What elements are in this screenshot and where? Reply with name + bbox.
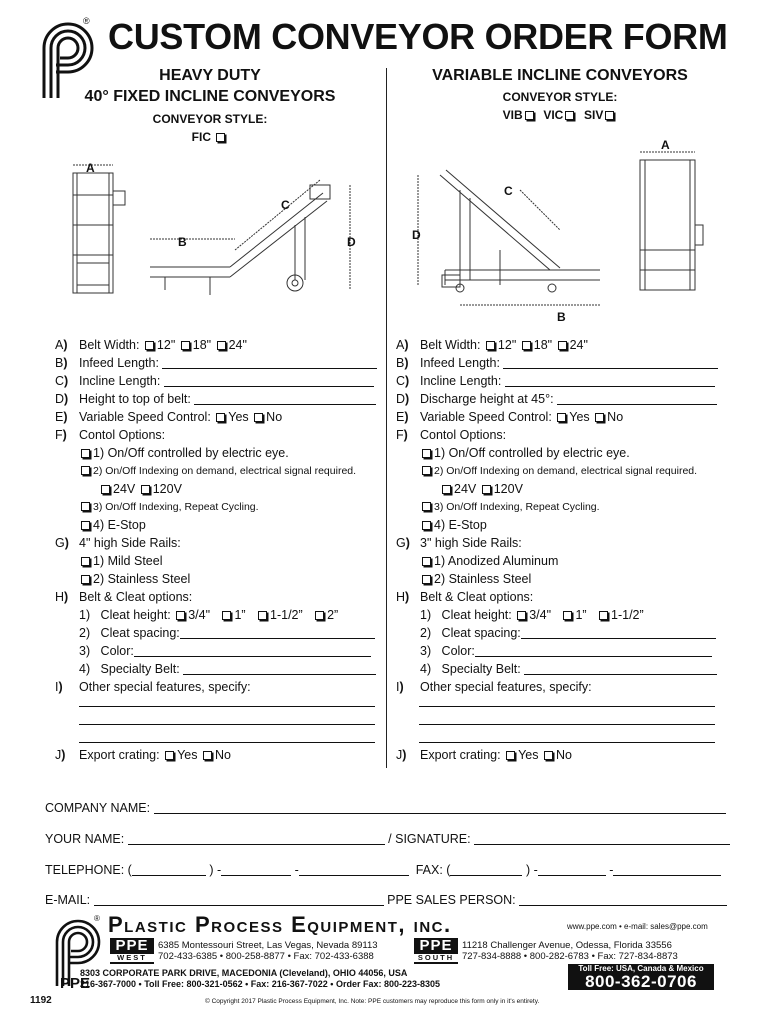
cleat-height-label: Cleat height: [441,608,512,622]
checkbox[interactable] [81,575,90,584]
sales-person-field[interactable] [519,894,727,906]
left-style-option [60,130,360,144]
fixed-incline-conveyor-diagram [55,155,375,315]
option-key: B [396,356,405,370]
option-label: 1) Mild Steel [93,554,163,568]
option-key: H [55,590,65,604]
south-address [462,940,678,962]
option-key: I [396,680,400,694]
option-label: 1” [234,608,246,622]
copyright: © Copyright 2017 Plastic Process Equipment, Inc. Note: PPE customers may reproduce this form only in it's entirety. [205,998,540,1005]
cleat-spacing-label: Cleat spacing: [441,626,521,640]
option-label: 3/4" [529,608,552,622]
option-label: 2) On/Off Indexing on demand, electrical signal required. [434,465,698,477]
toll-free-box [568,964,714,990]
checkbox[interactable] [563,611,572,620]
option-key: G [55,536,65,550]
right-diagram-label-d: D [412,228,421,242]
option-number: 2) [420,626,432,640]
incline-length-field[interactable] [164,375,374,387]
special-features-label: Other special features, specify: [420,680,592,694]
option-number: 4) [79,662,91,676]
belt-cleat-label: Belt & Cleat options: [79,590,193,604]
side-rails-label: 4" high Side Rails: [79,536,181,550]
right-export: J) Export crating: Yes No [396,748,572,762]
special-features-line[interactable] [419,742,715,743]
fic-label: FIC [191,130,211,144]
footer-registered-mark: ® [94,914,100,923]
checkbox[interactable] [506,751,515,760]
checkbox[interactable] [544,751,553,760]
checkbox[interactable] [165,751,174,760]
telephone-sep: - [294,863,299,877]
left-diagram-label-b: B [178,235,187,249]
checkbox[interactable] [81,466,90,475]
checkbox[interactable] [258,611,267,620]
company-name-field[interactable] [154,802,726,814]
infeed-length-field[interactable] [162,357,377,369]
badge-text: PPE [115,937,149,954]
option-number: 2) [79,626,91,640]
option-key: F [396,428,404,442]
checkbox[interactable] [422,449,431,458]
company-name: Plastic Process Equipment, inc. [108,912,452,937]
fax-prefix-field[interactable] [538,864,606,876]
right-diagram-label-c: C [504,184,513,198]
checkbox[interactable] [442,485,451,494]
specialty-belt-label: Specialty Belt: [100,662,180,676]
color-field[interactable] [134,645,371,657]
badge-text: PPE [419,937,453,954]
option-key: A [55,338,64,352]
option-key: J [55,748,62,762]
option-label: 24" [228,338,247,352]
left-export: J) Export crating: Yes No [55,748,231,762]
special-features-line[interactable] [79,706,375,707]
option-key: I [55,680,59,694]
email-field[interactable] [94,894,384,906]
option-number: 1) [79,608,91,622]
color-label: Color: [100,644,134,658]
west-address [158,940,378,962]
hq-address [80,968,440,990]
checkbox[interactable] [81,502,90,511]
your-name-label: YOUR NAME: [45,832,125,846]
cleat-spacing-field[interactable] [180,627,375,639]
option-number: 3) [420,644,432,658]
speed-control-label: Variable Speed Control: [79,410,211,424]
right-diagram-label-a: A [661,138,670,152]
right-title-1: VARIABLE INCLINE CONVEYORS [432,67,688,84]
company-name-row [45,801,726,815]
control-options-label: Contol Options: [420,428,507,442]
variable-incline-conveyor-diagram [400,130,720,330]
vic-checkbox[interactable] [565,111,574,120]
checkbox[interactable] [141,485,150,494]
right-style-options [410,108,710,122]
vib-checkbox[interactable] [525,111,534,120]
badge-sub: WEST [110,954,154,962]
option-key: D [55,392,65,406]
signature-label: / SIGNATURE: [388,832,471,846]
signature-field[interactable] [474,833,730,845]
checkbox[interactable] [216,413,225,422]
specialty-belt-label: Specialty Belt: [441,662,521,676]
email-sales-row [45,893,727,907]
height-label: Height to top of belt: [79,392,191,406]
siv-checkbox[interactable] [605,111,614,120]
option-label: 18" [192,338,212,352]
option-label: 3) On/Off Indexing, Repeat Cycling. [434,501,600,513]
belt-width-label: Belt Width: [79,338,140,352]
option-label: 1) On/Off controlled by electric eye. [93,446,289,460]
fax-sep: - [609,863,614,877]
option-key: A [396,338,405,352]
belt-cleat-label: Belt & Cleat options: [420,590,534,604]
side-rails-label: 3" high Side Rails: [420,536,522,550]
option-label: 1-1/2” [611,608,644,622]
checkbox[interactable] [176,611,185,620]
option-key: C [396,374,406,388]
option-label: 24V [113,482,136,496]
left-style-label: CONVEYOR STYLE: [152,112,268,126]
telephone-label: TELEPHONE: ( [45,863,132,877]
option-label: 2) Stainless Steel [434,572,532,586]
option-key: J [396,748,403,762]
right-style-label: CONVEYOR STYLE: [502,90,618,104]
left-diagram-label-d: D [347,235,356,249]
fax-number-field[interactable] [613,864,721,876]
checkbox[interactable] [315,611,324,620]
toll-free-label: Toll Free: USA, Canada & Mexico [578,964,704,973]
checkbox[interactable] [181,341,190,350]
option-label: 2) Stainless Steel [93,572,191,586]
your-name-field[interactable] [128,833,385,845]
option-label: Yes [228,410,249,424]
checkbox[interactable] [81,557,90,566]
option-label: 2” [327,608,339,622]
option-label: Yes [518,748,539,762]
option-label: 2) On/Off Indexing on demand, electrical signal required. [93,465,357,477]
option-label: 4) E-Stop [434,518,487,532]
siv-label: SIV [584,108,604,122]
right-diagram-label-b: B [557,310,566,324]
option-label: No [607,410,624,424]
fax-label: FAX: ( [415,863,451,877]
ppe-south-badge [414,938,458,964]
telephone-sep: ) - [209,863,222,877]
ppe-label: PPE [60,975,91,992]
south-address-line: 11218 Challenger Avenue, Odessa, Florida 33556 [462,940,672,951]
option-label: 1) Anodized Aluminum [434,554,559,568]
option-label: 4) E-Stop [93,518,146,532]
checkbox[interactable] [217,341,226,350]
hq-address-line: 8303 CORPORATE PARK DRIVE, MACEDONIA (Cleveland), OHIO 44056, USA [80,968,408,978]
discharge-height-label: Discharge height at 45°: [420,392,554,406]
hq-phone-line: 216-367-7000 • Toll Free: 800-321-0562 • Fax: 216-367-7022 • Order Fax: 800-223-8305 [80,979,441,989]
checkbox[interactable] [595,413,604,422]
web-email: www.ppe.com • e-mail: sales@ppe.com [567,922,708,931]
checkbox[interactable] [145,341,154,350]
option-label: 12" [156,338,176,352]
color-field[interactable] [475,645,712,657]
sales-person-label: PPE SALES PERSON: [387,893,516,907]
option-label: No [214,748,231,762]
option-key: H [396,590,406,604]
telephone-number-field[interactable] [299,864,409,876]
specialty-belt-field[interactable] [183,663,376,675]
left-title-2: 40° FIXED INCLINE CONVEYORS [84,88,336,105]
checkbox[interactable] [557,413,566,422]
fax-sep: ) - [525,863,538,877]
checkbox[interactable] [422,557,431,566]
west-phone-line: 702-433-6385 • 800-258-8877 • Fax: 702-433-6388 [158,951,374,962]
option-key: E [55,410,64,424]
cleat-spacing-label: Cleat spacing: [100,626,180,640]
option-label: 1-1/2” [270,608,303,622]
column-divider [386,68,387,768]
checkbox[interactable] [486,341,495,350]
cleat-spacing-field[interactable] [521,627,716,639]
incline-length-field[interactable] [505,375,715,387]
email-label: E-MAIL: [45,893,91,907]
special-features-label: Other special features, specify: [79,680,251,694]
option-key: B [55,356,64,370]
option-label: 18" [533,338,553,352]
option-label: 1” [575,608,587,622]
height-field[interactable] [194,393,376,405]
checkbox[interactable] [517,611,526,620]
checkbox[interactable] [101,485,110,494]
left-diagram-label-a: A [86,161,95,175]
special-features-line[interactable] [419,706,715,707]
option-number: 3) [79,644,91,658]
specialty-belt-field[interactable] [524,663,717,675]
option-label: 24V [454,482,477,496]
infeed-length-field[interactable] [503,357,718,369]
checkbox[interactable] [422,521,431,530]
telephone-prefix-field[interactable] [221,864,291,876]
fic-checkbox[interactable] [216,133,225,142]
left-options: A) Belt Width: 12" 18" 24" B) Infeed Length: C) Incline Length: D) Height to top of belt: E) Variable Speed Control: Yes No F) Contol Options: 1) On/Off controlled by electric eye. 2) On/Off Indexing on demand, electrical signal required. 24V 120V 3) On/Off Indexing, Repeat Cycling. 4) E-Stop G) 4" high Side Rails: 1) Mild Steel 2) Stainless Steel H) Belt & Cleat options: 1) Cleat height: 3/4" 1” 1-1/2” 2” 2) Cleat spacing: 3) Color: 4) Specialty Belt: I) Other special features, specify: [55,336,380,696]
option-label: 120V [152,482,182,496]
infeed-length-label: Infeed Length: [79,356,159,370]
option-label: 24" [569,338,588,352]
checkbox[interactable] [81,449,90,458]
checkbox[interactable] [422,502,431,511]
west-address-line: 6385 Montessouri Street, Las Vegas, Nevada 89113 [158,940,378,951]
special-features-line[interactable] [79,724,375,725]
control-options-label: Contol Options: [79,428,166,442]
export-crating-label: Export crating: [79,748,160,762]
left-diagram-label-c: C [281,198,290,212]
option-number: 1) [420,608,432,622]
option-label: 12" [497,338,517,352]
incline-length-label: Incline Length: [79,374,161,388]
company-name-label: COMPANY NAME: [45,801,151,815]
checkbox[interactable] [422,575,431,584]
fax-area-field[interactable] [450,864,522,876]
discharge-height-field[interactable] [557,393,717,405]
checkbox[interactable] [222,611,231,620]
speed-control-label: Variable Speed Control: [420,410,552,424]
checkbox[interactable] [482,485,491,494]
phone-fax-row [45,863,721,877]
option-label: 3/4" [188,608,211,622]
checkbox[interactable] [422,466,431,475]
toll-free-number[interactable]: 800-362-0706 [585,972,697,991]
vib-label: VIB [502,108,523,122]
option-key: G [396,536,406,550]
option-label: Yes [177,748,198,762]
checkbox[interactable] [81,521,90,530]
special-features-line[interactable] [79,742,375,743]
option-key: D [396,392,406,406]
option-number: 4) [420,662,432,676]
option-label: 1) On/Off controlled by electric eye. [434,446,630,460]
badge-sub: SOUTH [414,954,458,962]
checkbox[interactable] [599,611,608,620]
page-title: CUSTOM CONVEYOR ORDER FORM [108,16,728,57]
incline-length-label: Incline Length: [420,374,502,388]
cleat-height-label: Cleat height: [100,608,171,622]
form-number: 1192 [30,995,52,1006]
color-label: Color: [441,644,475,658]
export-crating-label: Export crating: [420,748,501,762]
belt-width-label: Belt Width: [420,338,481,352]
right-options: A) Belt Width: 12" 18" 24" B) Infeed Length: C) Incline Length: D) Discharge height at 45°: E) Variable Speed Control: Yes No F) Contol Options: 1) On/Off controlled by electric eye. 2) On/Off Indexing on demand, electrical signal required. 24V 120V 3) On/Off Indexing, Repeat Cycling. 4) E-Stop G) 3" high Side Rails: 1) Anodized Aluminum 2) Stainless Steel H) Belt & Cleat options: 1) Cleat height: 3/4" 1” 1-1/2” 2) Cleat spacing: 3) Color: 4) Specialty Belt: I) Other special features, specify: [396,336,721,696]
name-signature-row [45,832,730,846]
option-label: 3) On/Off Indexing, Repeat Cycling. [93,501,259,513]
vic-label: VIC [543,108,564,122]
option-label: 120V [493,482,523,496]
option-key: C [55,374,65,388]
checkbox[interactable] [254,413,263,422]
checkbox[interactable] [558,341,567,350]
special-features-line[interactable] [419,724,715,725]
option-label: No [555,748,572,762]
option-label: Yes [569,410,590,424]
checkbox[interactable] [203,751,212,760]
option-key: F [55,428,63,442]
checkbox[interactable] [522,341,531,350]
telephone-area-field[interactable] [132,864,206,876]
registered-mark: ® [83,16,90,26]
infeed-length-label: Infeed Length: [420,356,500,370]
left-title-1: HEAVY DUTY [159,67,261,84]
south-phone-line: 727-834-8888 • 800-282-6783 • Fax: 727-834-8873 [462,951,678,962]
option-key: E [396,410,405,424]
ppe-west-badge [110,938,154,964]
option-label: No [266,410,283,424]
